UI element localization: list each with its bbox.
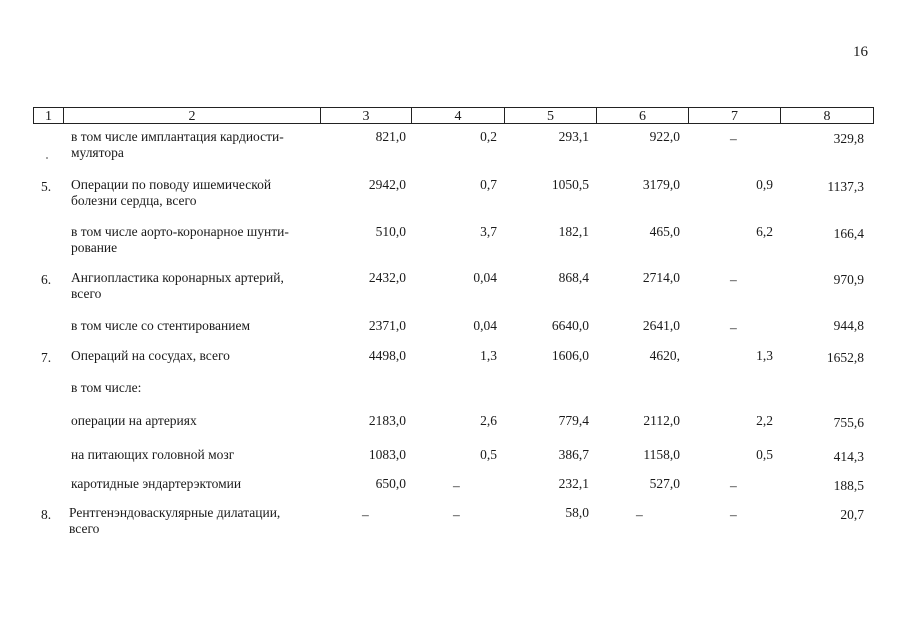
page-number: 16 (853, 44, 868, 60)
header-col-4: 4 (412, 107, 505, 124)
cell-col4: 0,04 (473, 270, 497, 285)
row-label: в том числе со стентированием (71, 318, 251, 333)
cell-col3: 821,0 (375, 129, 406, 144)
row-label: в том числе: (71, 380, 142, 395)
cell-col5: 293,1 (558, 129, 589, 144)
row-label: в том числе имплантация кардиости- (71, 129, 284, 144)
cell-col3: 4498,0 (368, 348, 406, 363)
cell-col4: 0,2 (480, 129, 497, 144)
cell-col6: 2714,0 (642, 270, 680, 285)
header-col-2: 2 (64, 107, 321, 124)
row-label: Рентгенэндоваскулярные дилатации, (69, 505, 281, 520)
cell-col6: 465,0 (649, 224, 680, 239)
cell-col5: 779,4 (558, 413, 589, 428)
row-label: на питающих головной мозг (71, 447, 235, 462)
cell-col6: 2641,0 (642, 318, 680, 333)
cell-col8: 20,7 (840, 507, 864, 522)
cell-col7: 0,5 (756, 447, 773, 462)
cell-col5: 6640,0 (551, 318, 589, 333)
cell-col4: 0,7 (480, 177, 497, 192)
cell-col4: 3,7 (480, 224, 497, 239)
header-col-5: 5 (505, 107, 597, 124)
cell-col5: 232,1 (558, 476, 589, 491)
row-number: 7. (41, 350, 52, 365)
row-label: рование (71, 240, 118, 255)
row-label: каротидные эндартерэктомии (71, 476, 242, 491)
cell-col3: 2183,0 (368, 413, 406, 428)
cell-col5: 182,1 (558, 224, 589, 239)
cell-col8: 755,6 (833, 415, 864, 430)
row-label: всего (71, 286, 102, 301)
cell-col8: 1137,3 (827, 179, 864, 194)
cell-col5: 386,7 (558, 447, 589, 462)
cell-col3: 2371,0 (368, 318, 406, 333)
cell-col7: – (730, 507, 737, 522)
cell-col6: 4620, (649, 348, 680, 363)
cell-col8: 166,4 (833, 226, 864, 241)
cell-col4: – (453, 478, 460, 493)
row-number: 6. (41, 272, 52, 287)
row-label: Операции по поводу ишемической (71, 177, 272, 192)
row-number: 5. (41, 179, 52, 194)
cell-col4: 0,04 (473, 318, 497, 333)
cell-col7: 2,2 (756, 413, 773, 428)
cell-col8: 944,8 (833, 318, 864, 333)
cell-col6: 527,0 (649, 476, 680, 491)
cell-col7: – (730, 320, 737, 335)
cell-col7: – (730, 131, 737, 146)
row-label: всего (69, 521, 100, 536)
cell-col4: – (453, 507, 460, 522)
cell-col3: 650,0 (375, 476, 406, 491)
row-label: мулятора (71, 145, 124, 160)
row-label: болезни сердца, всего (71, 193, 197, 208)
cell-col8: 1652,8 (826, 350, 864, 365)
cell-col6: 2112,0 (643, 413, 680, 428)
cell-col4: 2,6 (480, 413, 497, 428)
cell-col4: 0,5 (480, 447, 497, 462)
cell-col7: 6,2 (756, 224, 773, 239)
cell-col5: 58,0 (565, 505, 589, 520)
header-col-6: 6 (597, 107, 689, 124)
row-label: Ангиопластика коронарных артерий, (71, 270, 284, 285)
cell-col3: 2432,0 (368, 270, 406, 285)
cell-col3: 1083,0 (368, 447, 406, 462)
row-number: 8. (41, 507, 52, 522)
cell-col6: 1158,0 (643, 447, 680, 462)
cell-col3: – (362, 507, 369, 522)
row-label: в том числе аорто-коронарное шунти- (71, 224, 289, 239)
cell-col7: 1,3 (756, 348, 773, 363)
cell-col7: 0,9 (756, 177, 773, 192)
header-col-3: 3 (321, 107, 412, 124)
cell-col7: – (730, 478, 737, 493)
cell-col8: 329,8 (833, 131, 864, 146)
cell-col4: 1,3 (480, 348, 497, 363)
cell-col3: 510,0 (375, 224, 406, 239)
cell-col6: – (636, 507, 643, 522)
cell-col5: 868,4 (558, 270, 589, 285)
header-col-8: 8 (781, 107, 874, 124)
cell-col5: 1050,5 (551, 177, 589, 192)
cell-col6: 3179,0 (642, 177, 680, 192)
cell-col7: – (730, 272, 737, 287)
scan-speck (46, 157, 48, 159)
row-label: операции на артериях (71, 413, 197, 428)
header-col-7: 7 (689, 107, 781, 124)
cell-col8: 414,3 (833, 449, 864, 464)
cell-col8: 970,9 (833, 272, 864, 287)
cell-col5: 1606,0 (551, 348, 589, 363)
cell-col8: 188,5 (833, 478, 864, 493)
cell-col6: 922,0 (649, 129, 680, 144)
cell-col3: 2942,0 (368, 177, 406, 192)
row-label: Операций на сосудах, всего (71, 348, 230, 363)
header-col-1: 1 (33, 107, 64, 124)
